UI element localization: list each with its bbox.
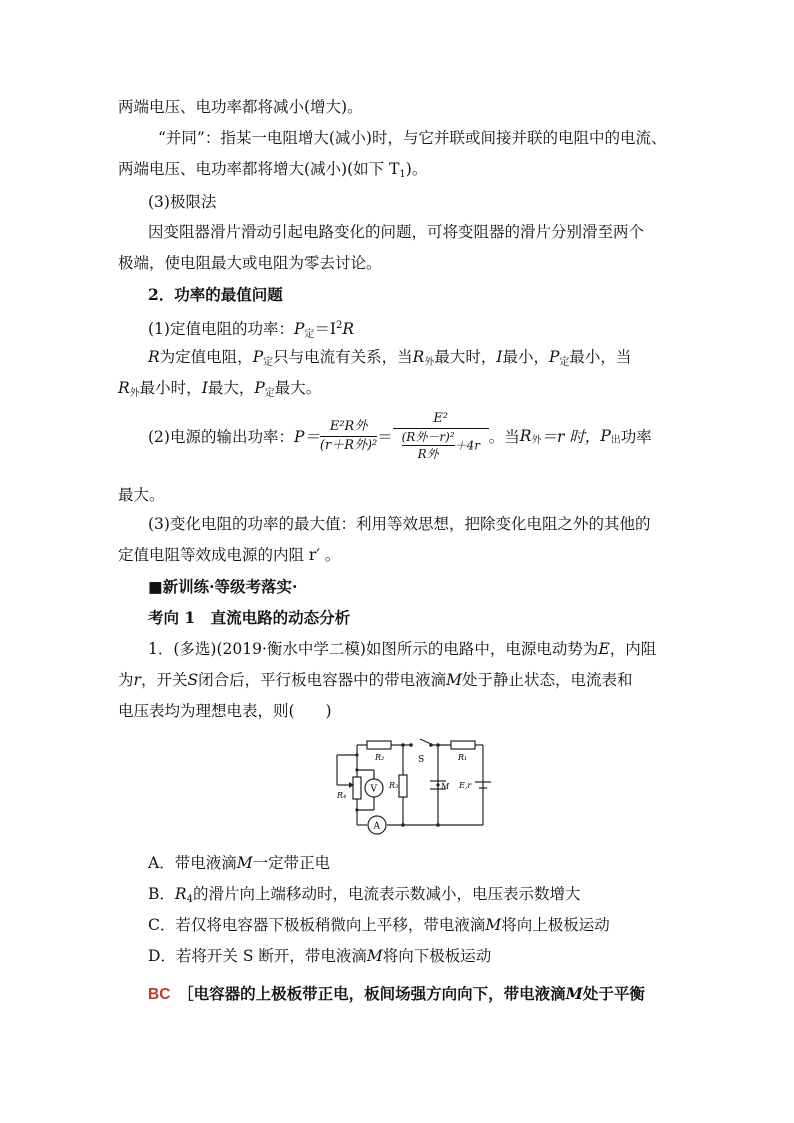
resistor-r1-body [451, 741, 475, 749]
label-switch: S [418, 755, 425, 765]
question-1-line-1: 1．(多选)(2019·衡水中学二模)如图所示的电路中，电源电动势为E，内阻 [148, 640, 657, 658]
question-1-line-2: 为r，开关S闭合后，平行板电容器中的带电液滴M处于静止状态，电流表和 [118, 671, 633, 689]
label-r1: R₁ [458, 753, 468, 762]
droplet-icon [436, 783, 439, 786]
text-line-5: 因变阻器滑片滑动引起电路变化的问题，可将变阻器的滑片分别滑至两个 [148, 223, 645, 241]
label-voltmeter: V [370, 784, 377, 795]
text-line-9: R为定值电阻，$P_定$只与电流有关系，当$R_外$最大时，I最小，$P_定$最小，当 [148, 348, 632, 368]
option-a: A．带电液滴M一定带正电 [148, 854, 331, 872]
label-r2: R₂ [375, 753, 385, 762]
fraction-1: $\frac{\text{E²R外}}{\text{(r＋R外)²}}$ [319, 418, 378, 453]
heading-limit-method: (3)极限法 [148, 193, 217, 211]
heading-power-extremes: 2．功率的最值问题 [148, 285, 283, 304]
text-line-2: “并同”：指某一电阻增大(减小)时，与它并联或间接并联的电阻中的电流、 [158, 129, 667, 147]
option-c: C．若仅将电容器下极板稍微向上平移，带电液滴M将向上极板运动 [148, 916, 610, 934]
answer-line: BC ［电容器的上极板带正电，板间场强方向向下，带电液滴M处于平衡 [148, 984, 645, 1003]
text-line-10: $R_外$最小时，I最大，$P_定$最大。 [118, 379, 322, 399]
text-line-14: 定值电阻等效成电源的内阻 r′ 。 [118, 546, 341, 564]
resistor-r3-body [399, 775, 407, 797]
text-line-12: 最大。 [118, 486, 165, 504]
text-line-3: 两端电压、电功率都将增大(减小)(如下 $T_1$)。 [118, 160, 428, 180]
section-new-training: ■新训练·等级考落实· [148, 577, 298, 596]
text-line-13: (3)变化电阻的功率的最大值：利用等效思想，把除变化电阻之外的其他的 [148, 515, 651, 533]
label-r3: R₃ [389, 781, 399, 790]
text-line-6: 极端，使电阻最大或电阻为零去讨论。 [118, 254, 382, 272]
section-direction-1: 考向 1 直流电路的动态分析 [148, 608, 351, 627]
answer-key: BC [148, 986, 171, 1003]
label-droplet: M [441, 782, 450, 791]
question-1-line-3: 电压表均为理想电表，则( ) [118, 702, 332, 720]
text-line-8: (1)定值电阻的功率：$P_定=I^2R$ [148, 320, 355, 340]
resistor-r4-body [353, 777, 361, 799]
fraction-2-inner: (R外－r)² R外 [401, 430, 455, 461]
option-d: D．若将开关 S 断开，带电液滴M将向下极板运动 [148, 947, 492, 965]
option-b: B．$R_4$的滑片向上端移动时，电流表示数减小，电压表示数增大 [148, 885, 581, 905]
text-line-1: 两端电压、电功率都将减小(增大)。 [118, 98, 363, 116]
label-r4: R₄ [337, 791, 347, 800]
label-ammeter: A [373, 821, 380, 832]
circuit-diagram [330, 735, 500, 835]
output-power-formula: (2)电源的输出功率：P＝ $\frac{\text{E²R外}}{\text{(r＋R外)²}}$ ＝ E² (R外－r)² R外 ＋4r 。当$R_外=r$ 时，$P_出$功率 [148, 411, 652, 461]
label-source: E,r [459, 781, 472, 790]
fraction-2: E² (R外－r)² R外 ＋4r [393, 410, 489, 462]
resistor-r2-body [367, 741, 391, 749]
